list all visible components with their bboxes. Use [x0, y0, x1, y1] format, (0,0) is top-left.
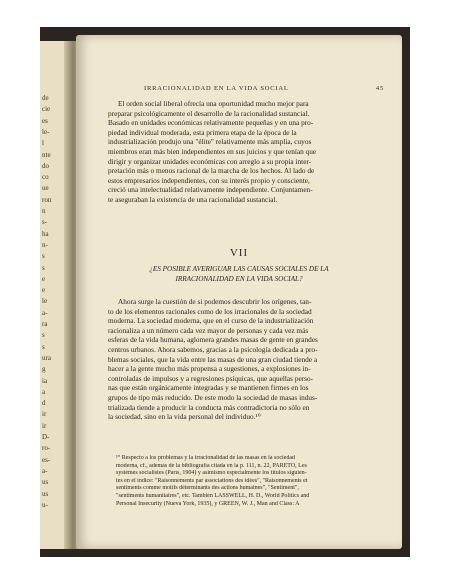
left-page-fragment: s — [42, 331, 45, 340]
footnote-line: moderna, cf., además de la bibliografía citada en la p. 111, n. 22, PARETO, Les — [116, 462, 307, 469]
paragraph-line: centros urbanos. Ahora sabemos, gracias a la psicología dedicada a pro- — [108, 344, 318, 354]
chapter-title-line: IRRACIONALIDAD EN LA VIDA SOCIAL? — [175, 274, 303, 283]
paragraph-line: hacer a la gente mucho más propensa a sugestiones, a explosiones in- — [108, 364, 311, 374]
left-page-fragment: us — [42, 478, 49, 487]
paragraph-line: blemas sociales, que la vida entre las masas de una gran ciudad tiende a — [108, 354, 318, 364]
paragraph-1 — [108, 99, 384, 205]
paragraph-line: creció una intelectualidad relativamente independiente. Conjuntamen- — [108, 185, 313, 195]
paragraph-line: esferas de la vida humana, aglomera grandes masas de gente en grandes — [108, 335, 318, 345]
left-page — [40, 41, 64, 549]
left-page-fragment: a- — [42, 308, 48, 317]
paragraph-line: grupos de tipo más reducido. De este modo la sociedad de masas indus- — [108, 392, 318, 402]
left-page-fragment: de — [42, 94, 49, 102]
footnote-line: systèmes socialistes (París, 1904) y asimismo especialmente los títulos siguien- — [116, 470, 307, 477]
left-page-fragment: ron — [42, 195, 52, 204]
paragraph-2 — [108, 297, 384, 422]
right-page — [76, 35, 402, 549]
left-page-fragment: us — [42, 489, 49, 498]
left-page-fragment: ra — [42, 320, 48, 328]
paragraph-line: Basado en unidades económicas relativamente pequeñas y en una pro- — [108, 118, 314, 128]
left-page-fragment: a — [42, 387, 46, 396]
left-page-fragment: s — [42, 342, 45, 351]
left-page-fragment: l — [42, 139, 44, 148]
left-page-fragment: D- — [42, 433, 50, 441]
chapter-number: VII — [229, 247, 249, 259]
page-number: 45 — [375, 85, 384, 92]
book-photo — [40, 27, 410, 557]
left-page-fragment: ia — [42, 376, 48, 385]
paragraph-line: nas que están orgánicamente integradas y se mantienen firmes en los — [108, 383, 309, 393]
left-page-fragment: nte — [42, 150, 51, 159]
left-page-fragment: es — [42, 116, 48, 125]
left-page-fragment: ha — [42, 229, 49, 238]
paragraph-line: piedad individual moderada, esta primera etapa de la época de la — [108, 127, 297, 137]
paragraph-line: trializada tiende a producir la conducta más contradictoria no sólo en — [108, 402, 310, 412]
left-page-fragment: ir — [42, 410, 47, 419]
paragraph-line: estos empresarios independientes, con su interés propio y consciente, — [108, 175, 310, 185]
left-page-fragment: cie — [42, 105, 51, 114]
footnote-line: Personal Insecurity (Nueva York, 1935), y GREEN, W. J., Man and Class: A — [116, 500, 300, 507]
left-page-fragment: s — [42, 252, 45, 261]
paragraph-line: moderna. La sociedad moderna, que en el curso de la industrialización — [108, 316, 314, 326]
running-title: IRRACIONALIDAD EN LA VIDA SOCIAL — [144, 85, 289, 92]
footnote-line: "sentiments humanitaires", etc. También LASSWELL, H. D., World Politics and — [116, 492, 310, 499]
left-page-fragment: s — [42, 263, 45, 272]
footnote — [116, 455, 384, 508]
left-page-fragment: u- — [42, 500, 48, 509]
paragraph-line: te aseguraban la existencia de una racionalidad sustancial. — [108, 194, 278, 204]
footnote-line: sentiments comme motifs déterminants des actions humaines", "Sentiment", — [116, 485, 299, 492]
paragraph-line: miembros eran más bien independientes en sus juicios y que tenían que — [108, 146, 317, 156]
left-page-fragment: n- — [42, 240, 48, 249]
left-page-fragment: s- — [42, 218, 48, 227]
paragraph-line: la sociedad, sino en la vida personal del individuo.¹⁰ — [108, 412, 261, 422]
paragraph-line: Ahora surge la cuestión de si podemos descubrir los orígenes, tan- — [118, 297, 312, 306]
left-page-fragment: le — [42, 297, 48, 306]
paragraph-line: El orden social liberal ofrecía una oportunidad mucho mejor para — [118, 99, 309, 108]
left-page-fragment: do — [42, 161, 49, 170]
left-page-fragment: d — [42, 399, 46, 408]
paragraph-line: industrialización produjo una "élite" relativamente más amplia, cuyos — [108, 137, 312, 147]
footnote-line: tes en el índice: "Raisonnements par associations des idées", "Raisonnements et — [116, 477, 308, 484]
left-page-fragment: co — [42, 173, 49, 182]
footnote-line: ¹⁰ Respecto a los problemas y la irracionalidad de las masas en la sociedad — [116, 455, 295, 461]
paragraph-line: pretación más o menos racional de la marcha de los hechos. Al lado de — [108, 166, 315, 176]
left-page-fragment: le- — [42, 127, 50, 136]
left-page-fragment: ue — [42, 184, 49, 193]
left-page-fragment: g — [42, 365, 46, 374]
left-page-fragment: es- — [42, 455, 51, 464]
paragraph-line: to de los elementos racionales como de los irracionales de la sociedad — [108, 306, 312, 316]
left-page-fragment: ura — [42, 353, 51, 362]
paragraph-line: racionaliza a un número cada vez mayor de personas y cada vez más — [108, 325, 309, 335]
left-page-fragment: ro- — [42, 444, 51, 453]
left-page-fragment: a- — [42, 466, 48, 475]
paragraph-line: dirigir y organizar unidades económicas con arreglo a su propia inter- — [108, 156, 312, 166]
left-page-fragment: n — [42, 207, 46, 215]
left-page-fragment: ir — [42, 421, 47, 430]
chapter-title-line: ¿ES POSIBLE AVERIGUAR LAS CAUSAS SOCIALES DE LA — [149, 265, 329, 273]
left-page-fragment: e — [42, 274, 46, 283]
paragraph-line: preparar psicológicamente el desarrollo de la racionalidad sustancial. — [108, 108, 310, 118]
chapter-title — [116, 265, 362, 284]
left-page-fragment: e — [42, 286, 46, 295]
paragraph-line: controladas de impulsos y a regresiones psíquicas, que aquellas perso- — [108, 373, 314, 383]
